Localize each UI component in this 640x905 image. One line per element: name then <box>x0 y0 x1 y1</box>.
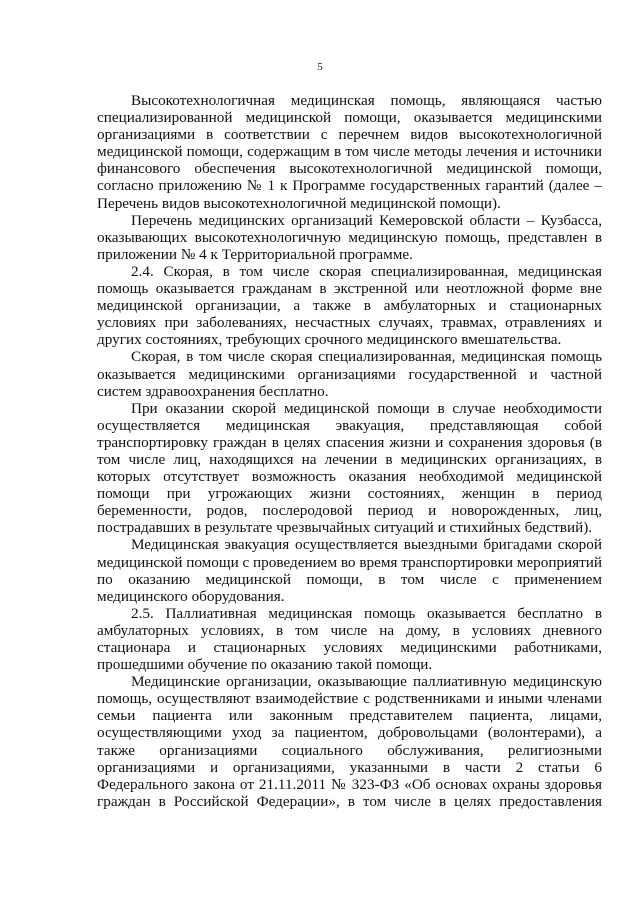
text-line: оказывается медицинскими организациями государственной и частной <box>97 365 602 383</box>
text-line: осуществляется медицинская эвакуация, представляющая собой <box>97 416 602 434</box>
text-line: том числе лиц, находящихся на лечении в медицинских организациях, в <box>97 450 602 468</box>
text-line: медицинской организации, а также в амбулаторных и стационарных <box>97 297 602 315</box>
text-line: по оказанию медицинской помощи, в том числе с применением <box>97 570 602 588</box>
text-line: беременности, родов, послеродовой период и новорожденных, лиц, <box>97 502 602 520</box>
text-line: согласно приложению № 1 к Программе государственных гарантий (далее – <box>97 177 602 195</box>
text-line: организациями и организациями, указанными в части 2 статьи 6 <box>97 758 602 776</box>
text-line: пострадавших в результате чрезвычайных ситуаций и стихийных бедствий). <box>97 519 593 537</box>
paragraph <box>97 673 602 810</box>
text-line: При оказании скорой медицинской помощи в случае необходимости <box>131 399 602 417</box>
text-line: граждан в Российской Федерации», в том числе в целях предоставления <box>97 792 602 810</box>
text-line: специализированной медицинской помощи, оказывается медицинскими <box>97 109 602 127</box>
page-number: 5 <box>317 61 323 73</box>
text-line: помощи при угрожающих жизни состояниях, женщин в период <box>97 485 602 503</box>
text-line: помощь, осуществляют взаимодействие с родственниками и иными членами <box>97 690 602 708</box>
text-line: Перечень видов высокотехнологичной медицинской помощи). <box>97 194 501 212</box>
text-line: других состояниях, требующих срочного медицинского вмешательства. <box>97 331 562 349</box>
text-line: Медицинские организации, оказывающие паллиативную медицинскую <box>131 673 602 691</box>
text-line: Высокотехнологичная медицинская помощь, являющаяся частью <box>131 92 602 109</box>
text-line: которых отсутствует возможность оказания необходимой медицинской <box>97 468 602 486</box>
paragraph <box>97 92 602 212</box>
text-line: Перечень медицинских организаций Кемеровской области – Кузбасса, <box>131 211 602 229</box>
text-line: 2.4. Скорая, в том числе скорая специализированная, медицинская <box>131 262 602 280</box>
paragraph <box>97 536 602 604</box>
text-line: осуществляющими уход за пациентом, добровольцами (волонтерами), а <box>97 724 602 742</box>
paragraph <box>97 212 602 263</box>
paragraph <box>97 263 602 348</box>
text-line: амбулаторных условиях, в том числе на дому, в условиях дневного <box>97 621 602 639</box>
paragraph <box>97 400 602 537</box>
document-body <box>97 92 602 810</box>
text-line: медицинского оборудования. <box>97 587 285 605</box>
text-line: приложении № 4 к Территориальной программе. <box>97 245 413 263</box>
text-line: медицинской помощи, содержащим в том числе методы лечения и источники <box>97 143 602 161</box>
text-line: Скорая, в том числе скорая специализированная, медицинская помощь <box>131 348 602 366</box>
text-line: помощь оказывается гражданам в экстренной или неотложной форме вне <box>97 280 602 298</box>
text-line: систем здравоохранения бесплатно. <box>97 382 329 400</box>
text-line: финансового обеспечения высокотехнологичной медицинской помощи, <box>97 160 602 178</box>
text-line: транспортировку граждан в целях спасения жизни и сохранения здоровья (в <box>97 433 602 451</box>
text-line: организациями в соответствии с перечнем видов высокотехнологичной <box>97 126 602 144</box>
text-line: семьи пациента или законным представителем пациента, лицами, <box>97 707 602 725</box>
paragraph <box>97 348 602 399</box>
text-line: оказывающих высокотехнологичную медицинскую помощь, представлен в <box>97 228 602 246</box>
text-line: медицинской помощи с проведением во время транспортировки мероприятий <box>97 553 603 571</box>
text-line: прошедшими обучение по оказанию такой помощи. <box>97 656 433 674</box>
paragraph <box>97 605 602 673</box>
text-line: Федерального закона от 21.11.2011 № 323-ФЗ «Об основах охраны здоровья <box>97 775 602 793</box>
text-line: также организациями социального обслуживания, религиозными <box>97 741 602 759</box>
text-line: условиях при заболеваниях, несчастных случаях, травмах, отравлениях и <box>97 314 602 332</box>
text-line: 2.5. Паллиативная медицинская помощь оказывается бесплатно в <box>131 604 602 622</box>
text-line: Медицинская эвакуация осуществляется выездными бригадами скорой <box>131 536 602 554</box>
text-line: стационара и стационарных условиях медицинскими работниками, <box>97 639 602 656</box>
